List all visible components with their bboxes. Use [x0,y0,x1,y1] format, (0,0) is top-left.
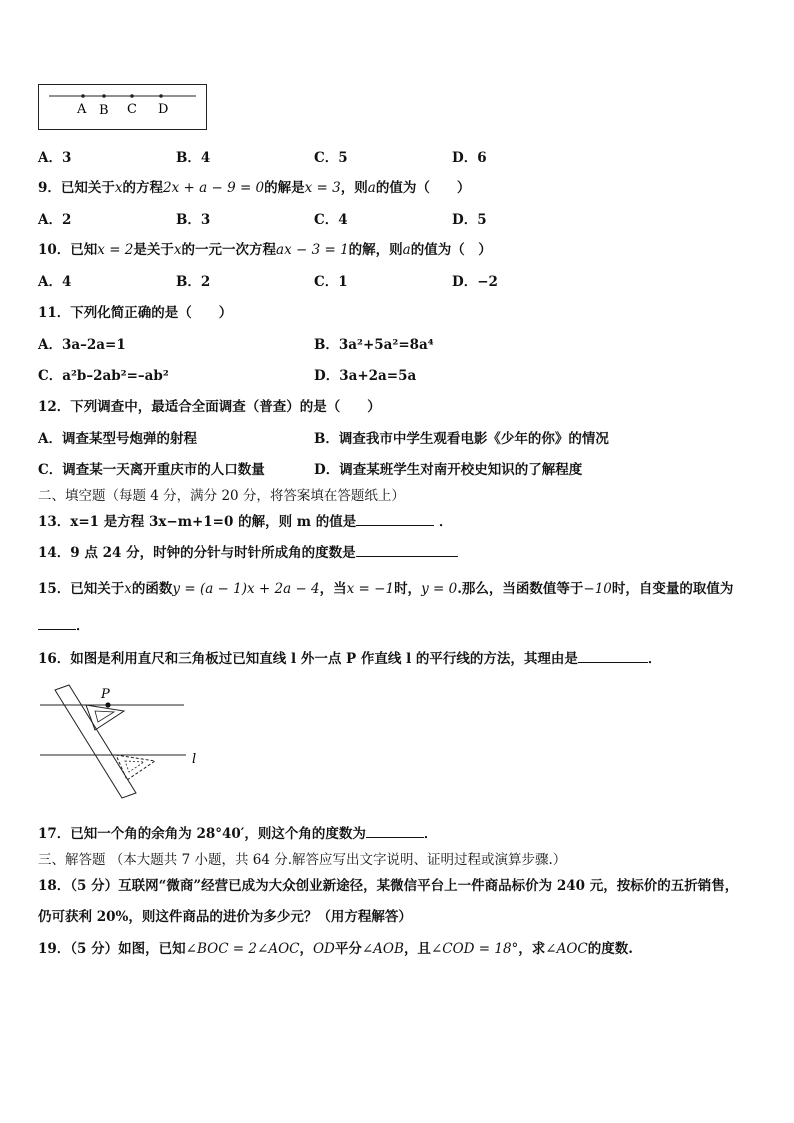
q11-option-d: D．3a+2a=5a [314,368,417,384]
question-15 [38,577,733,597]
point-label-a: A [77,102,87,117]
q19-angle-aob: ∠AOB [361,941,404,957]
q19-angle-relation: ∠BOC = 2∠AOC [185,941,300,957]
q12-option-c: C．调查某一天离开重庆市的人口数量 [38,462,265,478]
q17-text: 17．已知一个角的余角为 28°40′，则这个角的度数为 [38,826,366,842]
q9-text-4: ，则 [340,180,368,196]
q17-answer-blank[interactable] [366,825,424,838]
q10-option-d: D．−2 [452,274,498,290]
q9-text-2: 的方程 [122,180,164,196]
q13-text: 13．x=1 是方程 3x−m+1=0 的解，则 m 的值是 [38,514,357,530]
q10-solution: x = 2 [97,242,134,258]
question-12: 12．下列调查中，最适合全面调查（普查）的是（ ） [38,399,381,415]
q16-end: ． [647,651,662,667]
q19-text-6: 的度数. [587,941,633,957]
point-p-label: P [101,687,110,702]
q10-text-5: 的值为（ ） [410,242,492,258]
q12-option-b: B．调查我市中学生观看电影《少年的你》的情况 [314,431,609,447]
point-label-c: C [127,102,137,117]
q15-text-5: .那么，当函数值等于 [457,581,584,597]
section-3-heading: 三、解答题 （本大题共 7 小题，共 64 分.解答应写出文字说明、证明过程或演算步骤.） [38,852,567,868]
q11-option-a: A．3a–2a=1 [38,337,126,353]
line-segment-figure [39,85,206,129]
question-16 [38,647,661,667]
q19-angle-cod: ∠COD = 18° [430,941,519,957]
question-18-line-2: 仍可获利 20%，则这件商品的进价为多少元？（用方程解答） [38,909,412,925]
q14-answer-blank[interactable] [356,544,458,557]
q14-text: 14．9 点 24 分，时钟的分针与时针所成角的度数是 [38,545,356,561]
question-9 [38,176,470,196]
q8-option-a: A．3 [38,150,72,166]
q12-option-d: D．调查某班学生对南开校史知识的了解程度 [314,462,583,478]
q15-text-4: 时， [394,581,422,597]
q8-option-c: C．5 [314,150,348,166]
q13-answer-blank[interactable] [356,513,434,526]
q9-option-d: D．5 [452,212,487,228]
q10-var-a: a [402,242,411,258]
q10-option-c: C．1 [314,274,348,290]
q15-var-x: x [124,581,132,597]
q16-answer-blank[interactable] [578,650,648,663]
q19-text-3: 平分 [334,941,362,957]
q15-answer-blank[interactable] [38,617,76,630]
q11-option-c: C．a²b–2ab²=–ab² [38,368,169,384]
q16-text: 16．如图是利用直尺和三角板过已知直线 l 外一点 P 作直线 l 的平行线的方法，其理由是 [38,651,578,667]
q10-option-a: A．4 [38,274,72,290]
q15-text-2: 的函数 [131,581,173,597]
q19-text-4: ，且 [403,941,431,957]
q10-text: 10．已知 [38,242,98,258]
q10-equation: ax − 3 = 1 [276,242,349,258]
q10-text-3: 的一元一次方程 [181,242,277,258]
q9-var-x: x [114,180,123,196]
q9-solution: x = 3 [304,180,341,196]
q19-text: 19．（5 分）如图，已知 [38,941,186,957]
q9-option-a: A．2 [38,212,72,228]
q15-text-3: ，当 [319,581,347,597]
question-13 [38,510,452,530]
q9-text-3: 的解是 [264,180,305,196]
q10-option-b: B．2 [176,274,211,290]
question-10 [38,238,492,258]
question-18-line-1: 18．（5 分）互联网“微商”经营已成为大众创业新途径，某微信平台上一件商品标价为 240 元，按标价的五折销售， [38,878,739,894]
q8-option-d: D．6 [452,150,487,166]
question-17 [38,822,437,842]
q12-option-a: A．调查某型号炮弹的射程 [38,431,197,447]
q15-condition: x = −1 [346,581,395,597]
q9-text-5: 的值为（ ） [375,180,471,196]
q19-ray-od: OD [312,941,335,957]
question-11: 11．下列化简正确的是（ ） [38,305,233,321]
question-19 [38,937,633,957]
q15-value: −10 [583,581,612,597]
q15-y-value: y = 0 [421,581,458,597]
q17-end: ． [423,826,438,842]
q13-end: ． [438,514,453,530]
q9-option-b: B．3 [176,212,211,228]
q10-text-2: 是关于 [133,242,174,258]
q10-var-x: x [173,242,182,258]
q8-option-b: B．4 [176,150,211,166]
q9-var-a: a [367,180,376,196]
q15-answer-line [38,614,90,634]
ruler-triangle-figure [38,684,208,800]
point-label-b: B [99,103,109,118]
q15-end: ． [76,618,90,634]
point-p [105,702,110,707]
figure-line-box [38,84,207,130]
q9-text: 9．已知关于 [38,180,115,196]
q19-text-5: ，求 [518,941,546,957]
ruler-shape [55,685,136,798]
q15-text: 15．已知关于 [38,581,125,597]
q19-text-2: ， [299,941,313,957]
q15-text-6: 时，自变量的取值为 [611,581,734,597]
q9-option-c: C．4 [314,212,348,228]
section-2-heading: 二、填空题（每题 4 分，满分 20 分，将答案填在答题纸上） [38,488,405,504]
q9-equation: 2x + a − 9 = 0 [163,180,265,196]
line-l-label: l [192,752,197,767]
q19-angle-aoc: ∠AOC [545,941,588,957]
question-14 [38,541,458,561]
q10-text-4: 的解，则 [348,242,403,258]
point-label-d: D [158,102,169,117]
q15-function: y = (a − 1)x + 2a − 4 [172,581,320,597]
q11-option-b: B．3a²+5a²=8a⁴ [314,337,434,353]
